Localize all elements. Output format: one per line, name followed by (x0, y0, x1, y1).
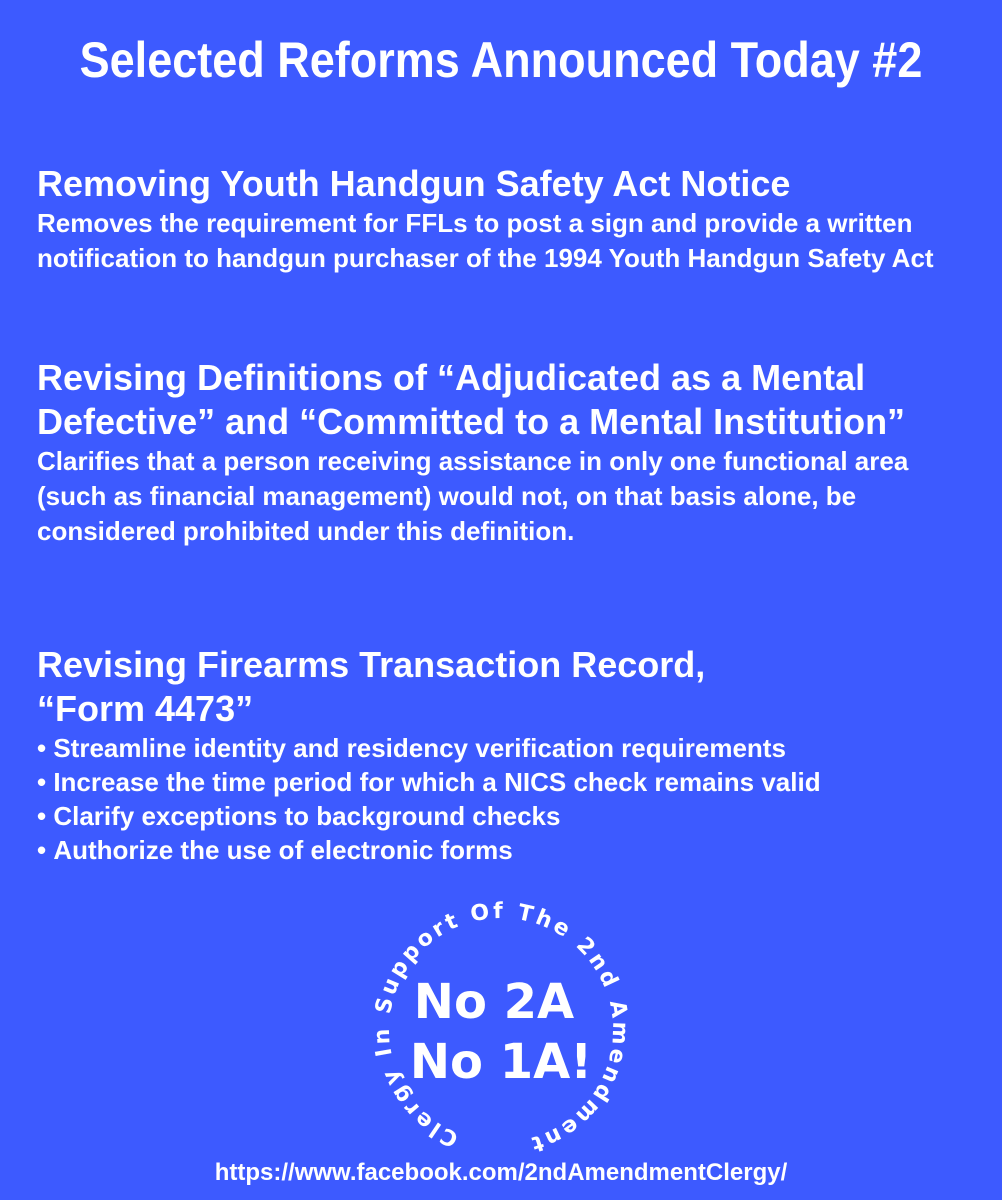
seal-line-1: No 2A (413, 974, 575, 1030)
clergy-seal (351, 900, 651, 1160)
reform-section-form-4473 (37, 643, 977, 867)
reform-section-youth-handgun (37, 162, 977, 276)
section-body: Removes the requirement for FFLs to post a sign and provide a written notification to handgun purchaser of the 1994 Youth Handgun Safety Act (37, 208, 934, 273)
reform-section-mental-definitions (37, 356, 977, 549)
seal-graphic (351, 900, 651, 1160)
bullet-item: • Clarify exceptions to background checks (37, 799, 977, 833)
section-heading: Removing Youth Handgun Safety Act Notice (37, 163, 791, 204)
footer-url: https://www.facebook.com/2ndAmendmentClergy/ (214, 1159, 788, 1186)
bullet-list (37, 731, 977, 867)
section-heading-line-1: Revising Firearms Transaction Record, (37, 644, 706, 685)
bullet-item: • Streamline identity and residency verification requirements (37, 731, 977, 765)
bullet-item: • Authorize the use of electronic forms (37, 833, 977, 867)
seal-line-2: No 1A! (409, 1034, 593, 1090)
page-title: Selected Reforms Announced Today #2 (79, 32, 923, 88)
section-body: Clarifies that a person receiving assistance in only one functional area (such as financial management) would not, on that basis alone, be considered prohibited under this definition. (37, 446, 909, 546)
bullet-item: • Increase the time period for which a NICS check remains valid (37, 765, 977, 799)
section-heading-line-2: “Form 4473” (37, 688, 254, 729)
seal-ring-textpath: Clergy In Support Of The 2nd Amendment (369, 900, 633, 1158)
section-heading (37, 643, 977, 731)
section-heading: Revising Definitions of “Adjudicated as a Mental Defective” and “Committed to a Mental Institution” (37, 357, 906, 442)
